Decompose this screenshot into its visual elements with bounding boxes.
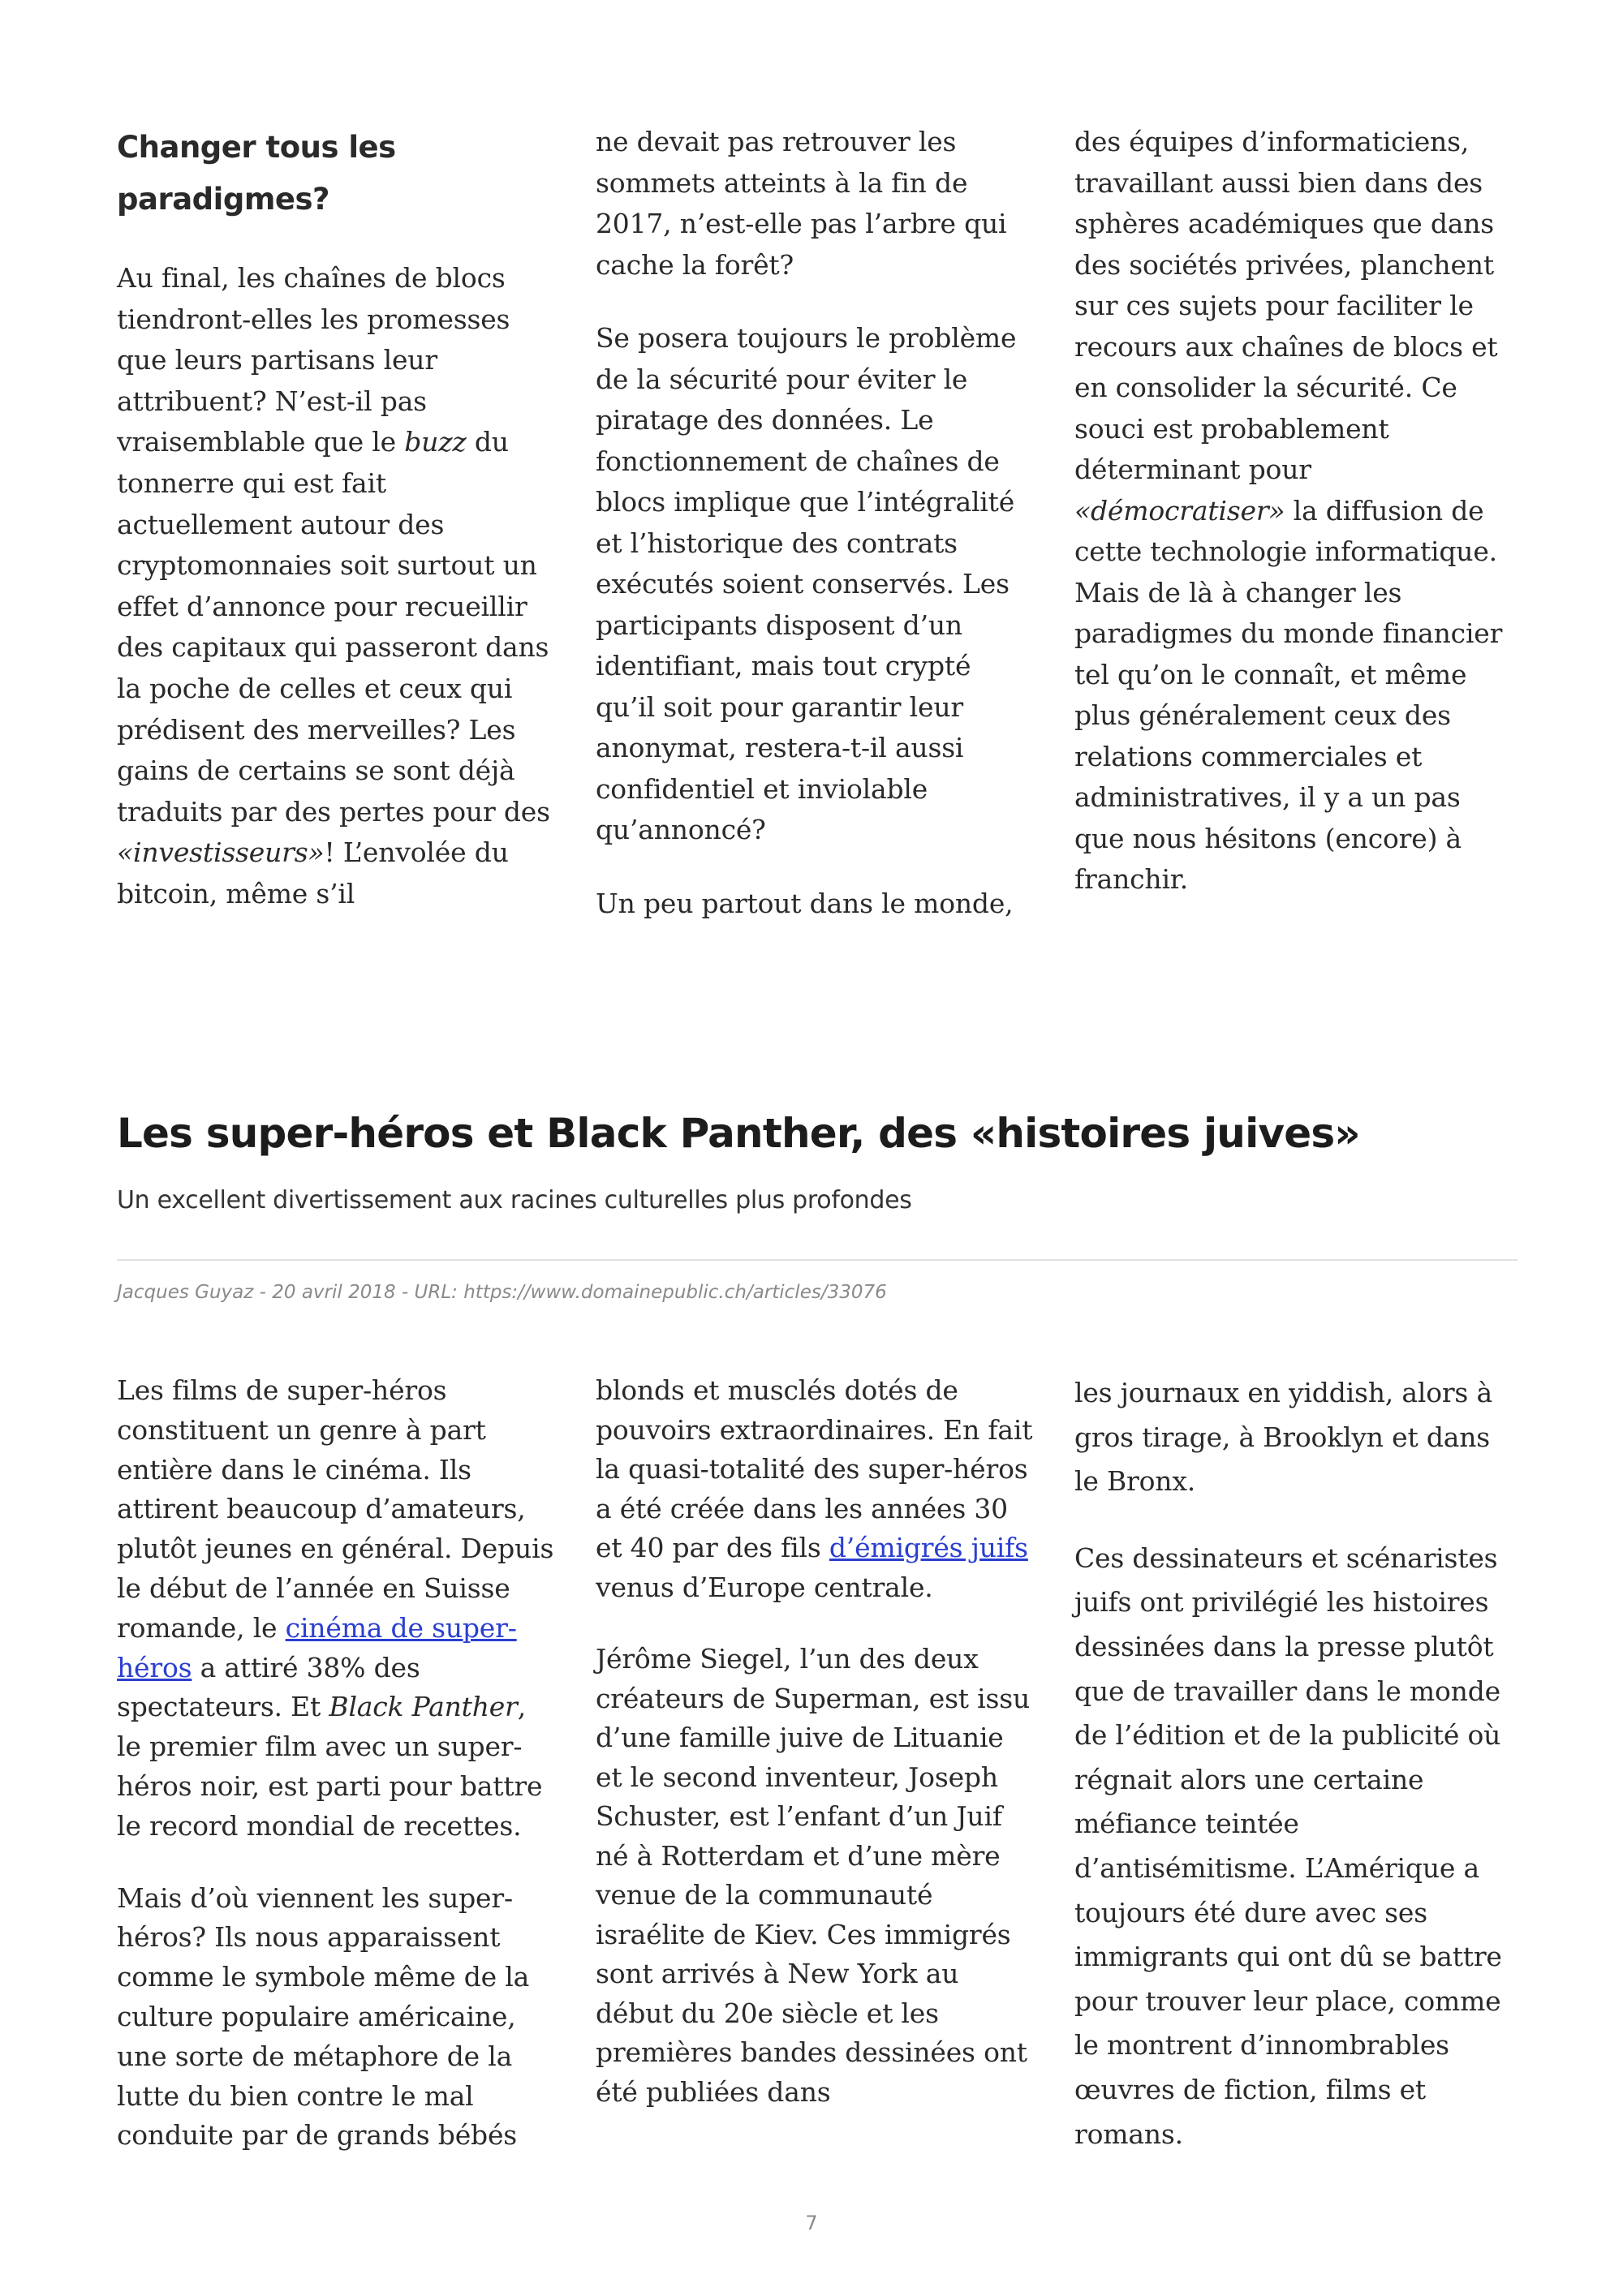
link-cinema-super-heros[interactable]: cinéma de super-héros [117,1611,517,1683]
text: , le premier film avec un super-héros noir, est parti pour battre le record mondial de recettes. [117,1691,543,1842]
text: venus d’Europe centrale. [596,1571,933,1603]
text: blonds et musclés dotés de pouvoirs extraordinaires. En fait la quasi-totalité des super-héros a été créée dans les années 30 et 40 par des fils [596,1374,1033,1563]
article-byline: Jacques Guyaz - 20 avril 2018 - URL: https://www.domainepublic.ch/articles/33076 [117,1282,887,1303]
text: Les films de super-héros constituent un genre à part entière dans le cinéma. Ils attirent beaucoup d’amateurs, plutôt jeunes en général. Depuis le début de l’année en Suisse romande, le [117,1374,554,1644]
paragraph [596,1371,1034,1607]
link-emigres-juifs[interactable]: d’émigrés juifs [829,1532,1028,1563]
column-1 [117,1371,555,2156]
section-heading: Changer tous les paradigmes? [117,130,396,217]
column-2 [596,1371,1034,2156]
text: des équipes d’informaticiens, travaillant aussi bien dans des sphères académiques que dans des sociétés privées, planchent sur ces sujets pour faciliter le recours aux chaînes de blocs et en consolider la sécurité. Ce souci est probablement déterminant pour [1074,126,1498,485]
text: Au final, les chaînes de blocs tiendront-elles les promesses que leurs partisans leur attribuent? N’est-il pas vraisemblable que le [117,262,510,458]
column-3 [1074,1371,1513,2156]
article-body-columns [117,1371,1513,2156]
emphasis-black-panther: Black Panther [329,1691,518,1723]
paragraph: Ces dessinateurs et scénaristes juifs ont privilégié les histoires dessinées dans la presse plutôt que de travailler dans le monde de l’édition et de la publicité où régnait alors une certaine méfiance teintée d’antisémitisme. L’Amérique a toujours été dure avec ses immigrants qui ont dû se battre pour trouver leur place, comme le montrent d’innombrables œuvres de fiction, films et romans. [1074,1541,1502,2150]
paragraph: Mais d’où viennent les super-héros? Ils nous apparaissent comme le symbole même de la culture populaire américaine, une sorte de métaphore de la lutte du bien contre le mal conduite par de grands bébés [117,1881,530,2152]
article-title: Les super-héros et Black Panther, des «histoires juives» [117,1110,1360,1157]
paragraph: Un peu partout dans le monde, [596,887,1014,919]
column-2 [596,122,1034,924]
emphasis-democratiser: «démocratiser» [1074,494,1285,527]
previous-article-columns [117,122,1513,924]
paragraph: ne devait pas retrouver les sommets atteints à la fin de 2017, n’est-elle pas l’arbre qui cache la forêt? [596,126,1007,281]
text: ! L’envolée du bitcoin, même s’il [117,836,509,909]
page-number: 7 [805,2212,818,2234]
paragraph [1074,122,1513,901]
column-3 [1074,122,1513,924]
paragraph [117,1371,555,1847]
emphasis-buzz: buzz [404,426,467,458]
text: la diffusion de cette technologie informatique. Mais de là à changer les paradigmes du monde financier tel qu’on le connaît, et même plus généralement ceux des relations commerciales et administratives, il y a un pas que nous hésitons (encore) à franchir. [1074,494,1503,895]
emphasis-investisseurs: «investisseurs» [117,836,325,869]
column-1 [117,122,555,924]
paragraph: les journaux en yiddish, alors à gros tirage, à Brooklyn et dans le Bronx. [1074,1377,1492,1498]
divider [117,1259,1518,1261]
paragraph: Jérôme Siegel, l’un des deux créateurs de Superman, est issu d’une famille juive de Lituanie et le second inventeur, Joseph Schuster, est l’enfant d’un Juif né à Rotterdam et d’une mère venue de la communauté israélite de Kiev. Ces immigrés sont arrivés à New York au début du 20e siècle et les premières bandes dessinées ont été publiées dans [596,1643,1031,2108]
text: du tonnerre qui est fait actuellement autour des cryptomonnaies soit surtout un effet d’annonce pour recueillir des capitaux qui passeront dans la poche de celles et ceux qui prédisent des merveilles? Les gains de certains se sont déjà traduits par des pertes pour des [117,426,550,828]
article-subtitle: Un excellent divertissement aux racines culturelles plus profondes [117,1186,912,1215]
paragraph: Se posera toujours le problème de la sécurité pour éviter le piratage des données. Le fonctionnement de chaînes de blocs implique que l’intégralité et l’historique des contrats exécutés soient conservés. Les participants disposent d’un identifiant, mais tout crypté qu’il soit pour garantir leur anonymat, restera-t-il aussi confidentiel et inviolable qu’annoncé? [596,322,1017,845]
paragraph [117,258,555,915]
text: a attiré 38% des spectateurs. Et [117,1651,420,1723]
